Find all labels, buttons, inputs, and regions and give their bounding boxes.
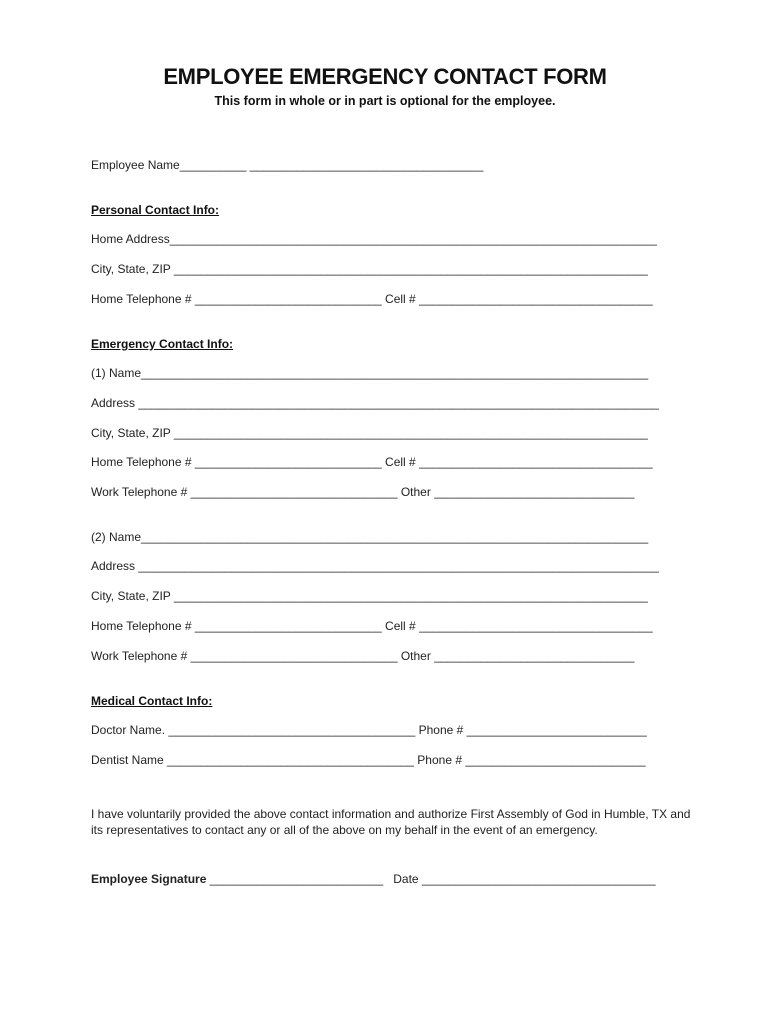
- contact2-city-state-zip-field[interactable]: City, State, ZIP _______________________________________________________________________: [91, 589, 648, 603]
- contact1-work-other-field[interactable]: Work Telephone # _______________________________ Other ______________________________: [91, 485, 635, 499]
- medical-contact-heading: Medical Contact Info:: [91, 694, 213, 708]
- city-state-zip-field[interactable]: City, State, ZIP _______________________________________________________________________: [91, 262, 648, 276]
- home-address-field[interactable]: Home Address_________________________________________________________________________: [91, 232, 657, 246]
- date-field[interactable]: Date ___________________________________: [383, 872, 656, 886]
- contact2-work-other-field[interactable]: Work Telephone # _______________________________ Other ______________________________: [91, 649, 635, 663]
- doctor-phone-field[interactable]: Doctor Name. _____________________________________ Phone # ___________________________: [91, 723, 647, 737]
- contact1-name-field[interactable]: (1) Name____________________________________________________________________________: [91, 366, 649, 380]
- employee-signature-label: Employee Signature: [91, 872, 207, 886]
- contact2-address-field[interactable]: Address ______________________________________________________________________________: [91, 559, 659, 573]
- emergency-contact-heading: Emergency Contact Info:: [91, 337, 234, 351]
- contact1-home-cell-field[interactable]: Home Telephone # ____________________________ Cell # ___________________________________: [91, 455, 653, 469]
- signature-row: [91, 871, 656, 887]
- authorization-statement: I have voluntarily provided the above contact information and authorize First Assembly of God in Humble, TX and its representatives to contact any or all of the above on my behalf in the event of an emergency.: [91, 807, 691, 837]
- employee-signature-field[interactable]: __________________________: [206, 872, 384, 886]
- contact1-address-field[interactable]: Address ______________________________________________________________________________: [91, 396, 659, 410]
- contact1-city-state-zip-field[interactable]: City, State, ZIP _______________________________________________________________________: [91, 426, 648, 440]
- personal-contact-heading: Personal Contact Info:: [91, 203, 220, 217]
- contact2-home-cell-field[interactable]: Home Telephone # ____________________________ Cell # ___________________________________: [91, 619, 653, 633]
- employee-name-field[interactable]: Employee Name__________ ___________________________________: [91, 158, 484, 172]
- contact2-name-field[interactable]: (2) Name____________________________________________________________________________: [91, 530, 649, 544]
- form-title: EMPLOYEE EMERGENCY CONTACT FORM: [163, 64, 607, 89]
- dentist-phone-field[interactable]: Dentist Name _____________________________________ Phone # ___________________________: [91, 753, 646, 767]
- form-subtitle: This form in whole or in part is optional for the employee.: [214, 94, 556, 108]
- home-cell-telephone-field[interactable]: Home Telephone # ____________________________ Cell # ___________________________________: [91, 292, 653, 306]
